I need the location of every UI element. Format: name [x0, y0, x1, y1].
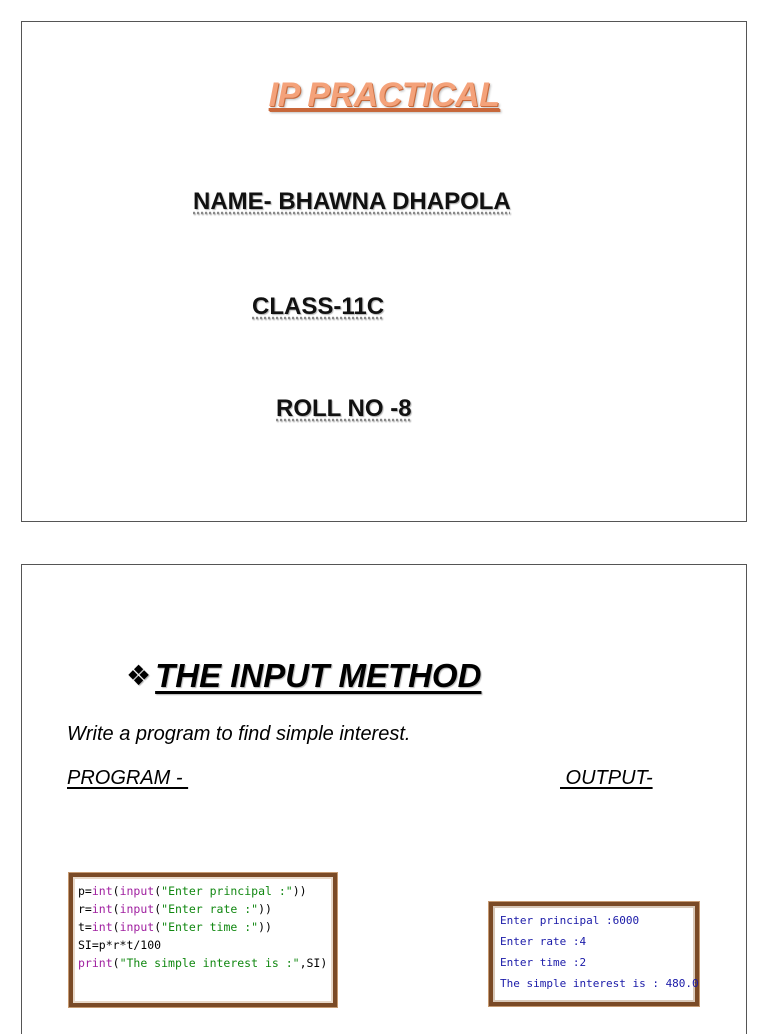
student-name: NAME- BHAWNA DHAPOLA: [193, 188, 511, 215]
code-token: ,SI): [299, 956, 328, 970]
code-token: p=: [78, 884, 92, 898]
code-token: r=: [78, 902, 92, 916]
code-token: )): [292, 884, 307, 898]
code-line: [78, 900, 333, 918]
code-token: "Enter time :": [161, 920, 259, 934]
code-token: (: [154, 884, 162, 898]
code-token: (: [112, 956, 120, 970]
code-token: (: [112, 884, 120, 898]
code-token: SI=p*r*t/100: [78, 938, 162, 952]
code-token: (: [112, 902, 120, 916]
program-label: PROGRAM -: [67, 767, 189, 789]
code-token: )): [258, 920, 272, 934]
code-token: input: [119, 884, 155, 898]
code-token: input: [119, 902, 155, 916]
code-token: t=: [78, 920, 92, 934]
student-roll-number: ROLL NO -8: [276, 395, 412, 422]
code-line: [78, 882, 333, 900]
code-line: [78, 954, 333, 972]
code-line: [78, 918, 333, 936]
code-token: int: [91, 884, 113, 898]
cover-page: [21, 21, 747, 522]
code-token: "The simple interest is :": [119, 956, 300, 970]
task-description: Write a program to find simple interest.: [67, 723, 411, 745]
code-token: )): [258, 902, 272, 916]
output-line: Enter time :2: [500, 956, 587, 969]
output-line: Enter rate :4: [500, 935, 587, 948]
output-line: The simple interest is : 480.0: [500, 977, 699, 990]
code-token: input: [119, 920, 155, 934]
code-token: int: [91, 920, 113, 934]
practical-page: [21, 564, 747, 1034]
program-output-screenshot: [489, 902, 699, 1006]
section-heading: [126, 657, 481, 695]
student-class: CLASS-11C: [252, 293, 385, 320]
code-token: (: [112, 920, 120, 934]
code-token: (: [154, 902, 162, 916]
code-token: "Enter principal :": [161, 884, 293, 898]
code-line: [78, 936, 333, 954]
code-token: "Enter rate :": [161, 902, 259, 916]
code-token: (: [154, 920, 162, 934]
output-line: Enter principal :6000: [500, 914, 640, 927]
page-title: IP PRACTICAL: [268, 76, 500, 114]
diamond-bullet-icon: ❖: [126, 660, 152, 691]
code-token: int: [91, 902, 113, 916]
output-label: OUTPUT-: [560, 767, 653, 789]
code-token: print: [78, 956, 113, 970]
section-heading-text: THE INPUT METHOD: [155, 657, 482, 694]
program-code-screenshot: [69, 873, 337, 1007]
